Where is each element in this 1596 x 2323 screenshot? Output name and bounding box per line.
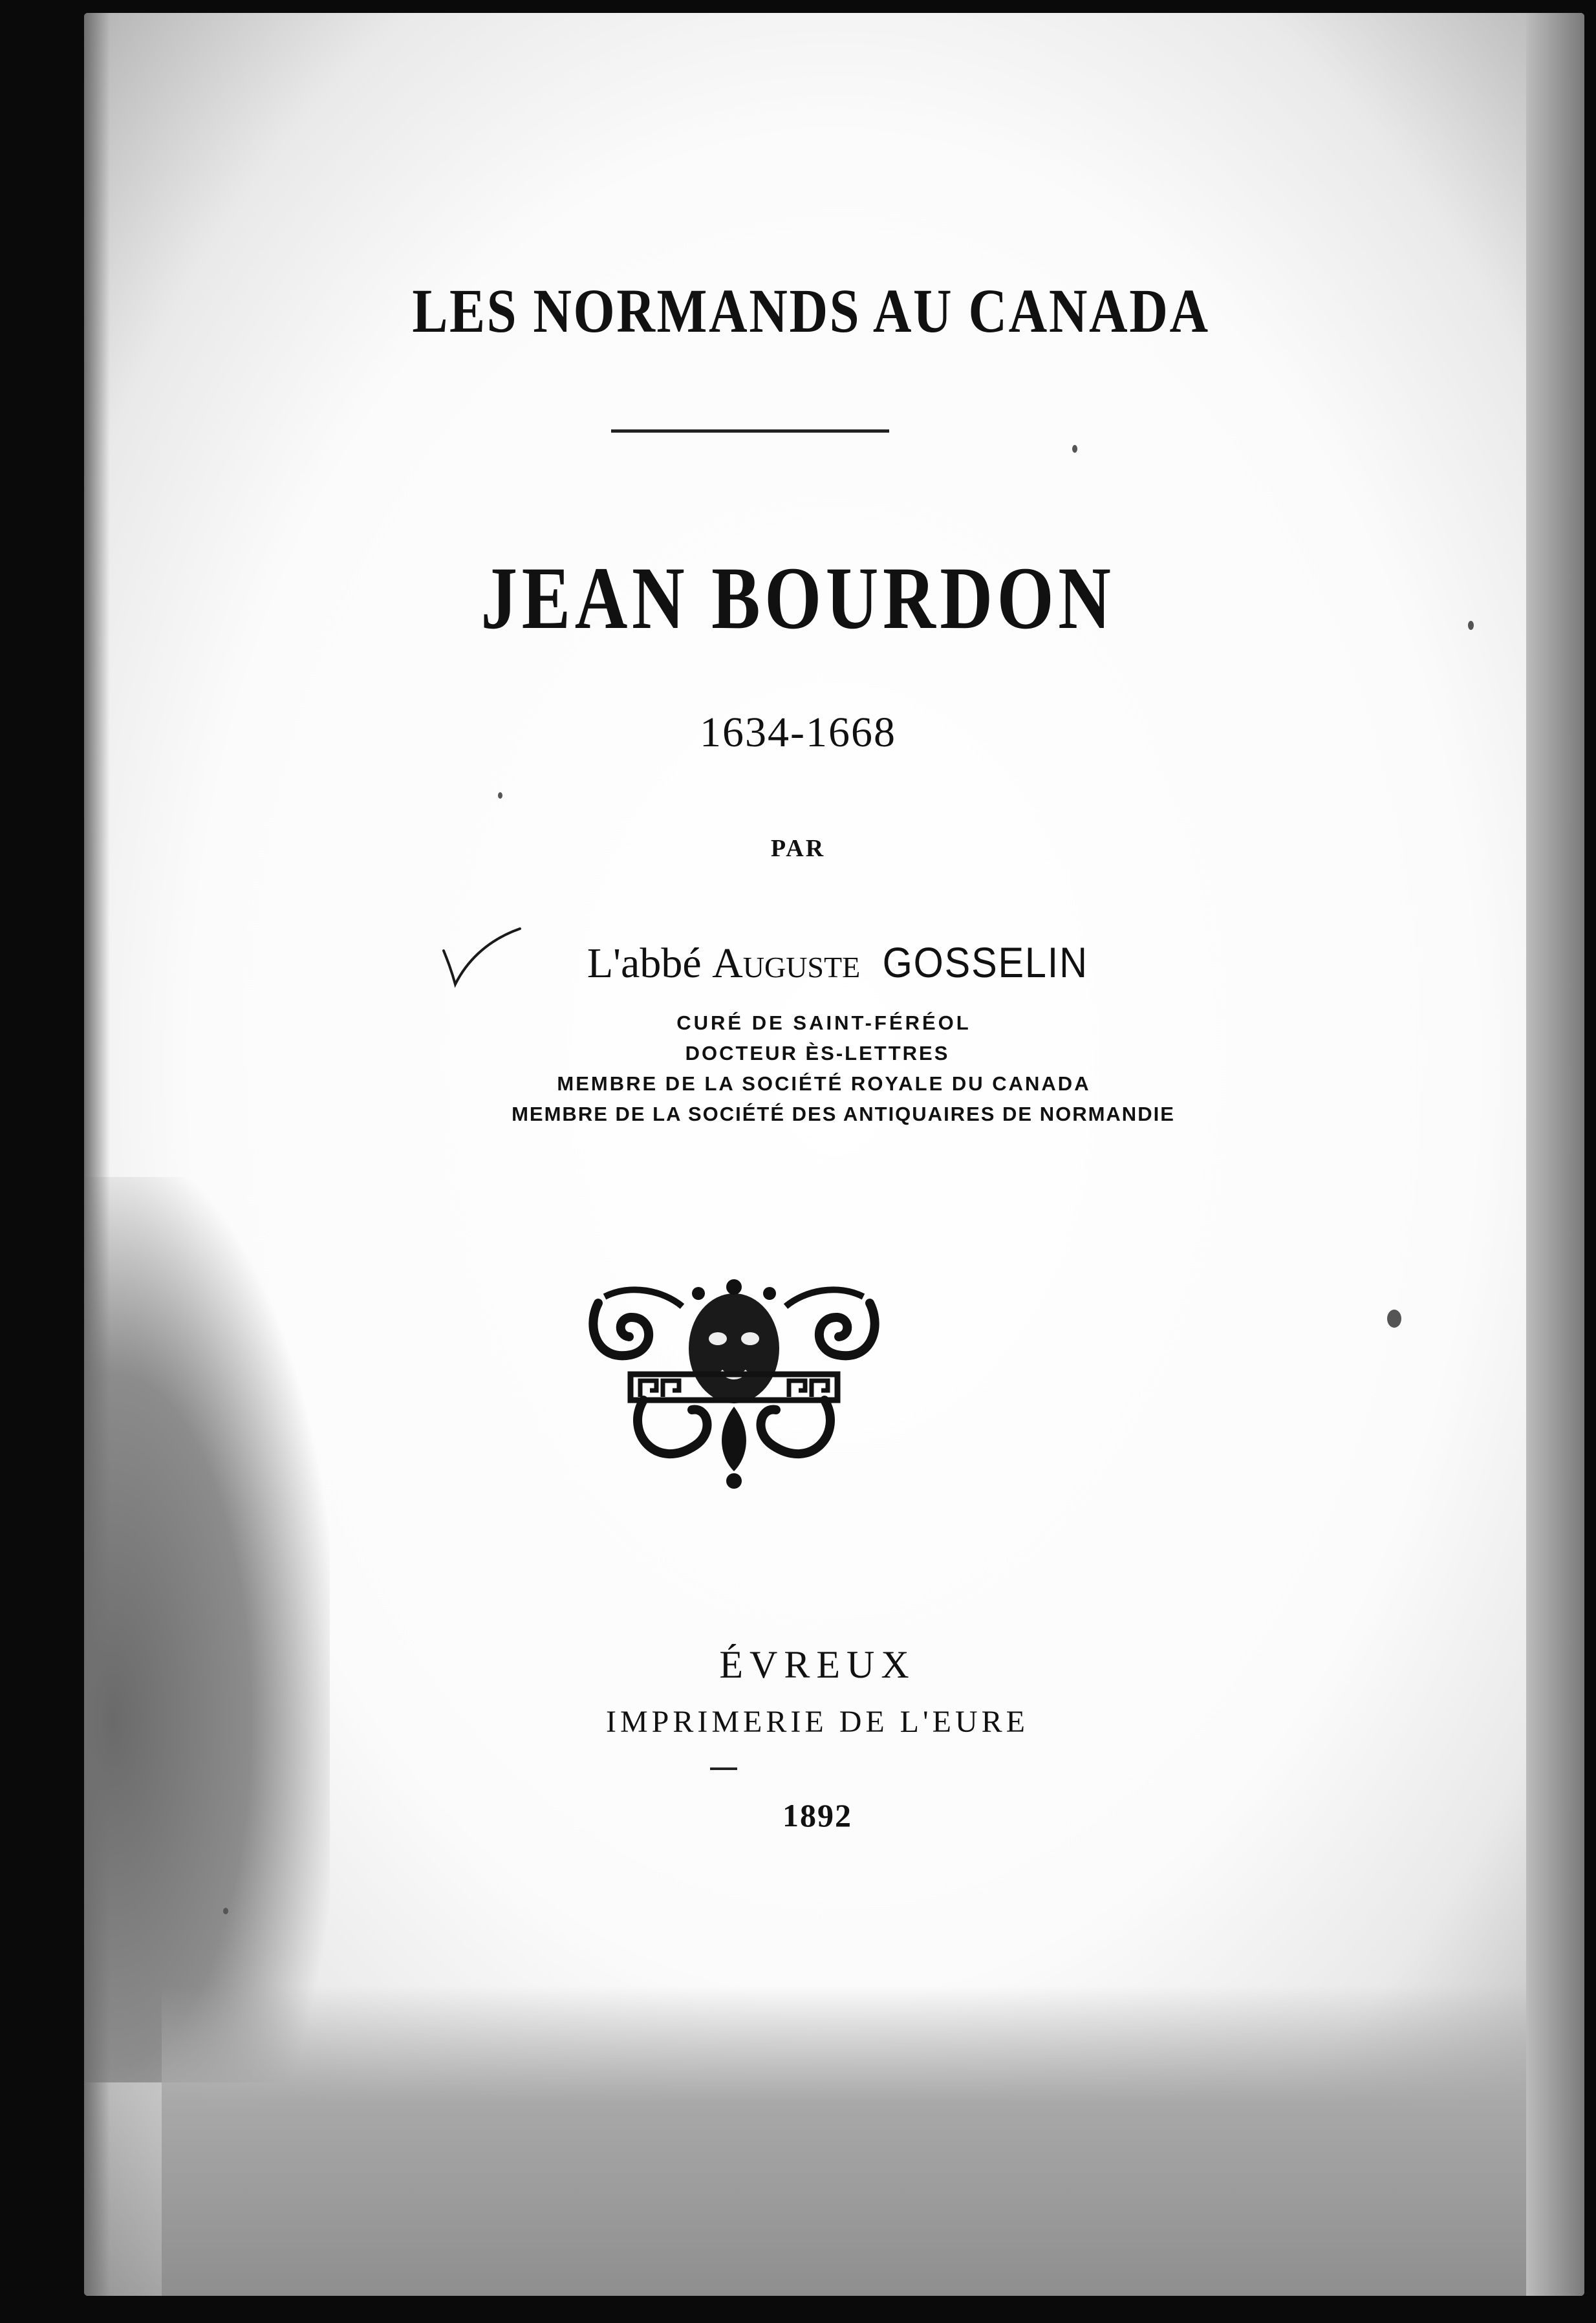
credential-line: MEMBRE DE LA SOCIÉTÉ ROYALE DU CANADA xyxy=(557,1072,1091,1095)
printer-ornament-icon xyxy=(585,1277,883,1491)
dates: 1634-1668 xyxy=(700,709,896,756)
author-surname: GOSSELIN xyxy=(882,938,1088,986)
title-rule xyxy=(611,429,889,433)
left-worn-edge xyxy=(84,13,110,2296)
by-line: PAR xyxy=(770,835,826,862)
dust-speck xyxy=(1468,621,1474,630)
author-prefix: L'abbé xyxy=(587,940,702,987)
credential-line: CURÉ DE SAINT-FÉRÉOL xyxy=(676,1011,971,1034)
author-line xyxy=(45,938,1596,988)
dust-speck xyxy=(498,792,502,799)
dust-speck xyxy=(1072,445,1077,453)
imprint-year: 1892 xyxy=(782,1797,852,1833)
series-title: LES NORMANDS AU CANADA xyxy=(412,276,1210,345)
dust-speck xyxy=(1387,1310,1401,1328)
imprint-printer: IMPRIMERIE DE L'EURE xyxy=(606,1705,1029,1739)
right-worn-edge xyxy=(1526,13,1584,2296)
author-given-name: Auguste xyxy=(712,940,861,987)
left-water-stain xyxy=(84,1177,330,2082)
book-cover xyxy=(84,13,1584,2296)
imprint-dash xyxy=(710,1767,737,1770)
credential-line: MEMBRE DE LA SOCIÉTÉ DES ANTIQUAIRES DE NORMANDIE xyxy=(512,1103,1175,1125)
bottom-water-stain xyxy=(162,1985,1584,2296)
dust-speck xyxy=(223,1908,228,1914)
main-title: JEAN BOURDON xyxy=(480,548,1116,647)
imprint-place: ÉVREUX xyxy=(719,1643,916,1686)
credential-line: DOCTEUR ÈS-LETTRES xyxy=(685,1042,950,1064)
